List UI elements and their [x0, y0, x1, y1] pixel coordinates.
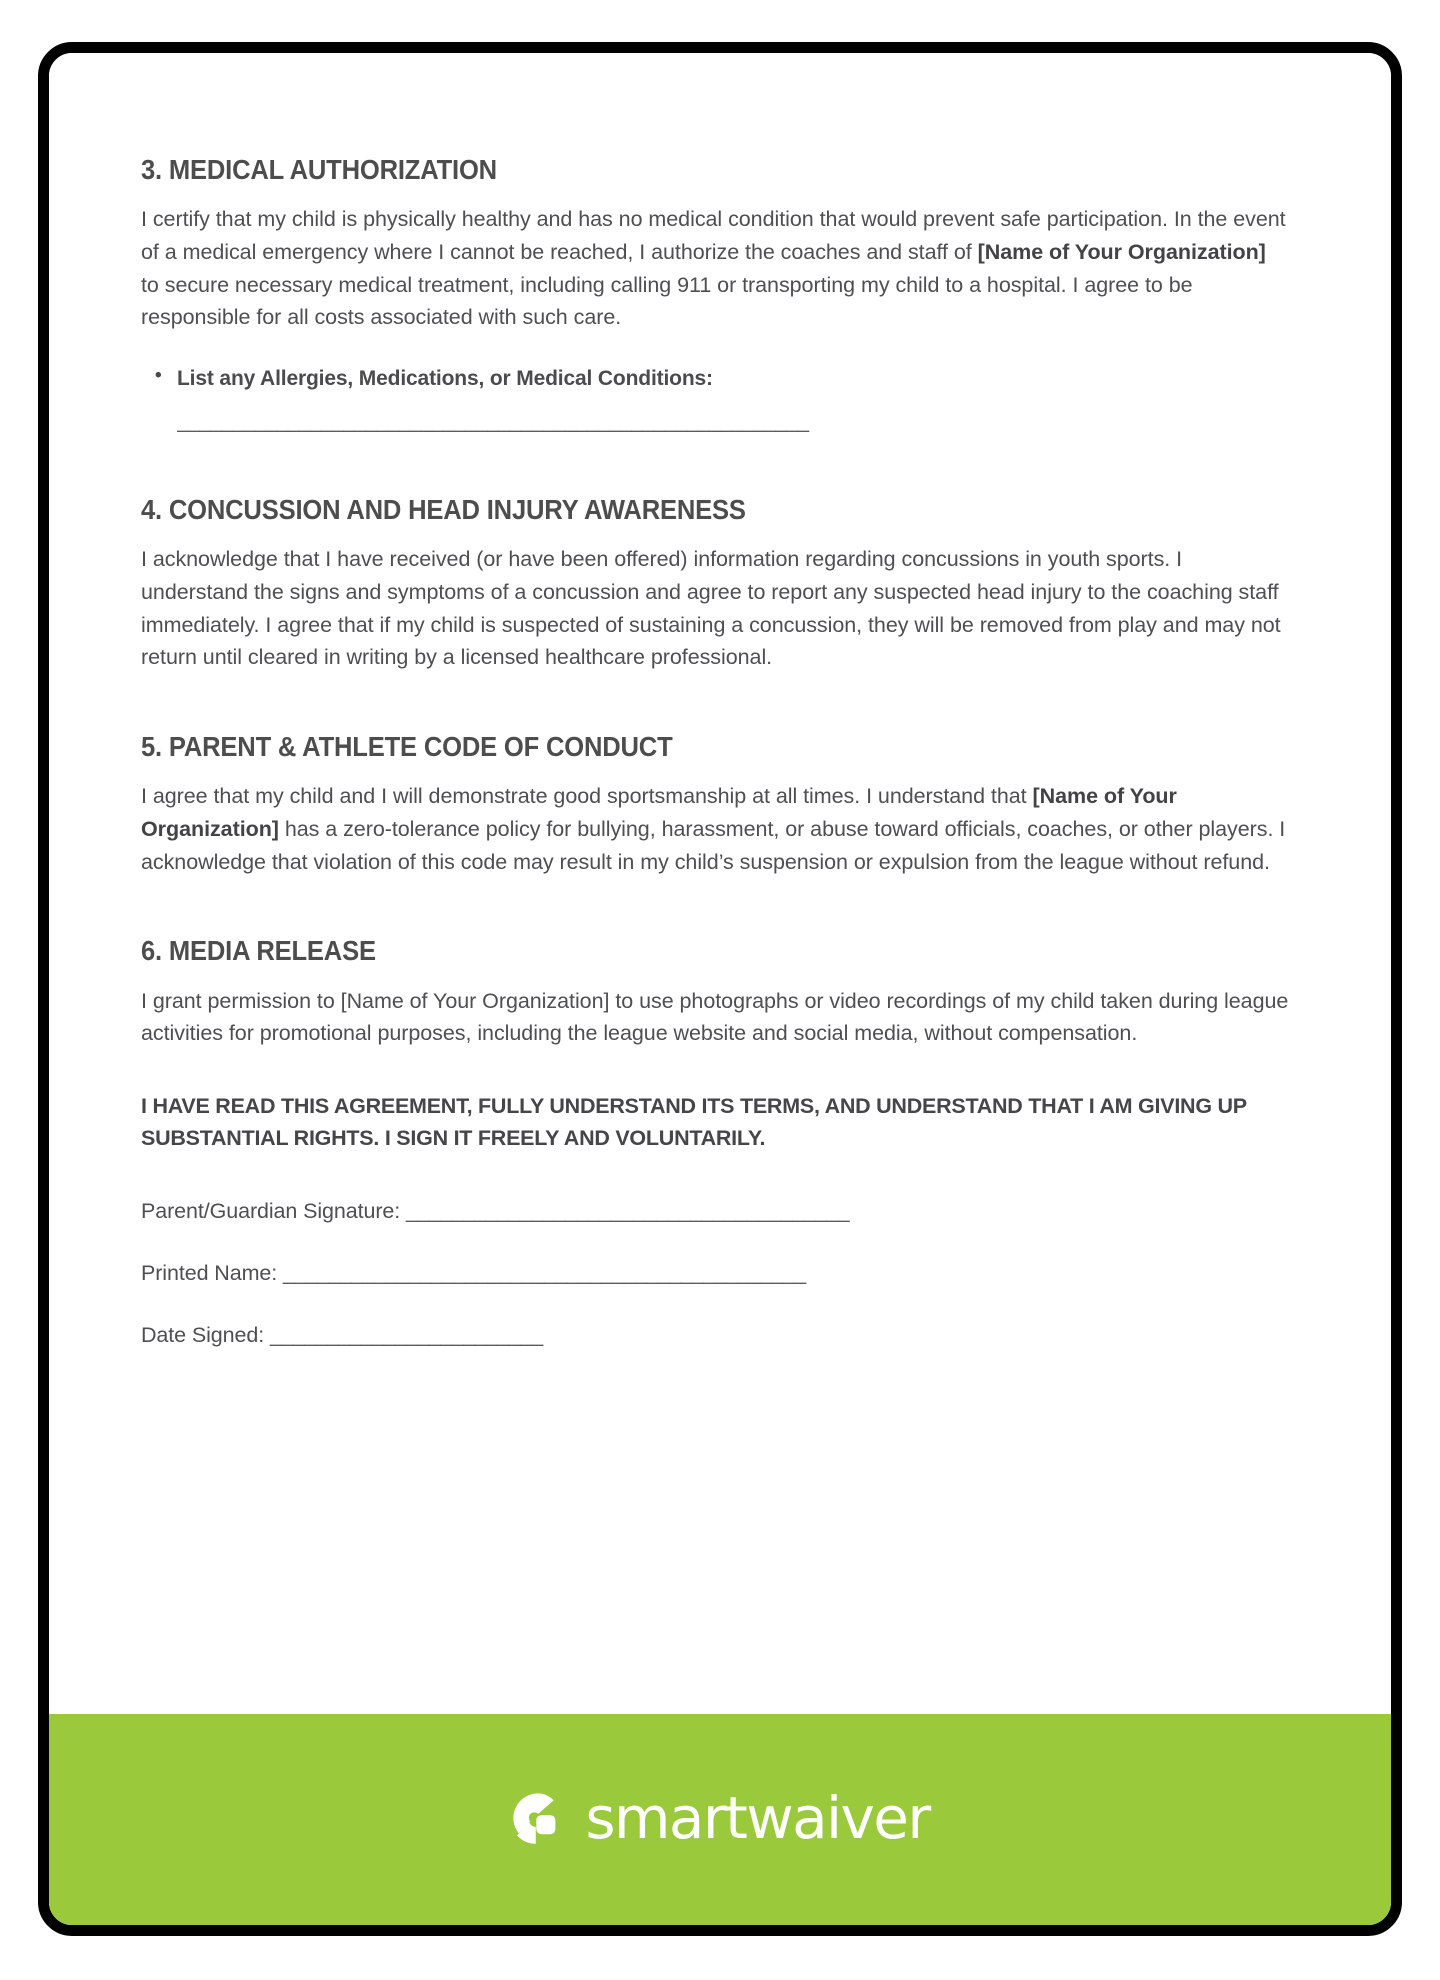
spacer: [141, 1289, 1289, 1319]
section-4-paragraph: I acknowledge that I have received (or have been offered) information regarding concussions in youth sports. I understand the signs and symptoms of a concussion and agree to report any suspected head injury to the coaching staff immediately. I agree that if my child is suspected of sustaining a concussion, they will be removed from play and may not return until cleared in writing by a licensed healthcare professional.: [141, 547, 1281, 670]
section-3-paragraph-post: to secure necessary medical treatment, including calling 911 or transporting my child to a hospital. I agree to be responsible for all costs associated with such care.: [141, 272, 1193, 330]
allergies-label: List any Allergies, Medications, or Medical Conditions:: [177, 367, 713, 391]
section-3-paragraph: [141, 203, 1289, 334]
document-page: [38, 42, 1402, 1936]
spacer: [141, 674, 1289, 730]
section-4-heading: 4. CONCUSSION AND HEAD INJURY AWARENESS: [141, 493, 746, 525]
section-concussion-awareness: [141, 493, 1289, 674]
affirmation-statement: I HAVE READ THIS AGREEMENT, FULLY UNDERSTAND ITS TERMS, AND UNDERSTAND THAT I AM GIVING UP SUBSTANTIAL RIGHTS. I SIGN IT FREELY AND VOLUNTARILY.: [141, 1094, 1247, 1151]
signature-rule: _______________________________________: [406, 1198, 849, 1223]
smartwaiver-mark-icon: [510, 1790, 566, 1846]
org-name-placeholder: [Name of Your Organization]: [141, 784, 1177, 841]
signature-field-parent-guardian[interactable]: [141, 1195, 1289, 1227]
section-3-heading: 3. MEDICAL AUTHORIZATION: [141, 154, 497, 185]
section-medical-authorization: [141, 153, 1289, 437]
printed-name-rule: ______________________________________________: [283, 1260, 806, 1285]
section-6-heading: 6. MEDIA RELEASE: [141, 935, 376, 967]
section-code-of-conduct: [141, 730, 1289, 878]
smartwaiver-wordmark: smartwaiver: [585, 1783, 930, 1852]
section-6-paragraph: I grant permission to [Name of Your Organization] to use photographs or video recordings of my child taken during league activities for promotional purposes, including the league website and social media, without compensation.: [141, 988, 1289, 1046]
date-signed-rule: ________________________: [269, 1323, 543, 1348]
printed-name-label: Printed Name:: [141, 1260, 283, 1285]
spacer: [141, 1155, 1289, 1195]
list-item: [177, 364, 1289, 437]
spacer: [141, 1050, 1289, 1090]
page-content-area: [49, 53, 1391, 1925]
brand-footer: [49, 1714, 1391, 1925]
signature-field-printed-name[interactable]: [141, 1257, 1289, 1289]
section-5-paragraph: [141, 780, 1289, 878]
spacer: [141, 437, 1289, 493]
section-5-heading: 5. PARENT & ATHLETE CODE OF CONDUCT: [141, 730, 673, 762]
section-5-paragraph-pre: I agree that my child and I will demonstrate good sportsmanship at all times. I understand that: [141, 784, 1033, 809]
medical-conditions-list: [141, 364, 1289, 437]
spacer: [141, 878, 1289, 934]
signature-label: Parent/Guardian Signature:: [141, 1198, 407, 1223]
org-name-placeholder: [Name of Your Organization]: [977, 240, 1266, 265]
signature-field-date-signed[interactable]: [141, 1319, 1289, 1351]
allergies-fill-line[interactable]: _________________________________________________________: [177, 410, 809, 434]
date-signed-label: Date Signed:: [141, 1323, 270, 1348]
section-3-paragraph-pre: I certify that my child is physically healthy and has no medical condition that would prevent safe participation. In the event of a medical emergency where I cannot be reached, I authorize the coaches and staff of: [141, 207, 1286, 265]
waiver-content: [141, 153, 1289, 1351]
section-media-release: [141, 934, 1289, 1050]
spacer: [141, 1227, 1289, 1257]
smartwaiver-logo: [510, 1783, 930, 1852]
section-5-paragraph-post: has a zero-tolerance policy for bullying, harassment, or abuse toward officials, coaches, or other players. I acknowledge that violation of this code may result in my child’s suspension or expulsion from the league without refund.: [141, 816, 1286, 874]
